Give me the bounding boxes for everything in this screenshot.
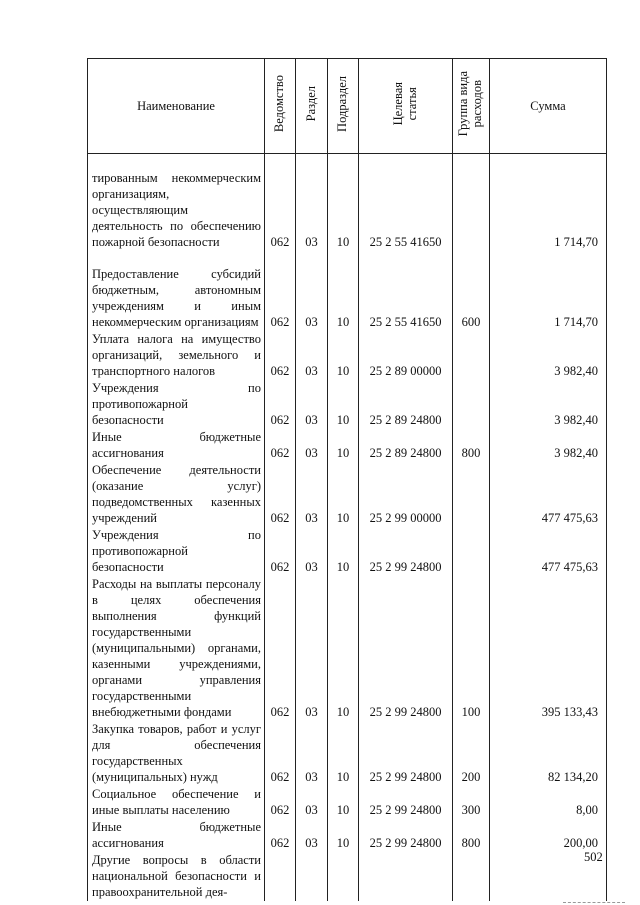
row-podrazdel: 10 <box>328 331 359 380</box>
row-podrazdel: 10 <box>328 786 359 819</box>
row-gruppa-vida <box>453 462 490 527</box>
row-vedomstvo: 062 <box>265 331 296 380</box>
row-celevaya-statya <box>359 852 453 901</box>
row-podrazdel: 10 <box>328 819 359 852</box>
row-celevaya-statya: 25 2 89 24800 <box>359 380 453 429</box>
row-podrazdel: 10 <box>328 429 359 462</box>
row-celevaya-statya: 25 2 99 24800 <box>359 786 453 819</box>
row-summa: 3 982,40 <box>490 331 607 380</box>
table-row <box>88 251 607 331</box>
row-name: тированным некоммерческим организациям, осуществляющим деятельность по обеспечению пожарной безопасности <box>88 154 265 251</box>
row-summa: 1 714,70 <box>490 251 607 331</box>
row-vedomstvo: 062 <box>265 576 296 721</box>
row-gruppa-vida <box>453 527 490 576</box>
row-summa: 1 714,70 <box>490 154 607 251</box>
row-name: Обеспечение деятельности (оказание услуг) подведомственных казенных учреждений <box>88 462 265 527</box>
row-celevaya-statya: 25 2 55 41650 <box>359 251 453 331</box>
row-podrazdel: 10 <box>328 380 359 429</box>
row-summa: 3 982,40 <box>490 429 607 462</box>
row-razdel: 03 <box>296 331 328 380</box>
row-summa: 3 982,40 <box>490 380 607 429</box>
row-gruppa-vida: 100 <box>453 576 490 721</box>
row-name: Другие вопросы в области национальной безопасности и правоохранительной дея- <box>88 852 265 901</box>
row-vedomstvo: 062 <box>265 251 296 331</box>
row-razdel: 03 <box>296 527 328 576</box>
row-gruppa-vida <box>453 852 490 901</box>
row-name: Предоставление субсидий бюджетным, автономным учреждениям и иным некоммерческим организациям <box>88 251 265 331</box>
row-razdel: 03 <box>296 429 328 462</box>
row-gruppa-vida <box>453 331 490 380</box>
row-vedomstvo: 062 <box>265 721 296 786</box>
table-row <box>88 380 607 429</box>
row-vedomstvo: 062 <box>265 429 296 462</box>
header-razdel: Раздел <box>296 59 328 154</box>
table-row <box>88 721 607 786</box>
row-name: Социальное обеспечение и иные выплаты населению <box>88 786 265 819</box>
row-vedomstvo <box>265 852 296 901</box>
header-gruppa-vida-rashodov: Группа вида расходов <box>453 59 490 154</box>
row-summa: 477 475,63 <box>490 462 607 527</box>
header-summa: Сумма <box>490 59 607 154</box>
table-header <box>88 59 607 154</box>
table-row <box>88 429 607 462</box>
row-razdel: 03 <box>296 786 328 819</box>
row-summa: 82 134,20 <box>490 721 607 786</box>
row-vedomstvo: 062 <box>265 462 296 527</box>
row-summa: 395 133,43 <box>490 576 607 721</box>
row-celevaya-statya: 25 2 99 24800 <box>359 721 453 786</box>
table-row <box>88 462 607 527</box>
row-vedomstvo: 062 <box>265 380 296 429</box>
row-razdel: 03 <box>296 721 328 786</box>
budget-table <box>87 58 607 901</box>
row-podrazdel: 10 <box>328 154 359 251</box>
header-vedomstvo: Ведомство <box>265 59 296 154</box>
row-celevaya-statya: 25 2 99 24800 <box>359 819 453 852</box>
scan-edge-mark <box>563 902 625 904</box>
row-name: Учреждения по противопожарной безопасности <box>88 527 265 576</box>
row-celevaya-statya: 25 2 99 24800 <box>359 576 453 721</box>
row-podrazdel: 10 <box>328 251 359 331</box>
row-vedomstvo: 062 <box>265 527 296 576</box>
row-celevaya-statya: 25 2 99 00000 <box>359 462 453 527</box>
table-row <box>88 852 607 901</box>
row-celevaya-statya: 25 2 55 41650 <box>359 154 453 251</box>
row-vedomstvo: 062 <box>265 819 296 852</box>
table-row <box>88 819 607 852</box>
row-podrazdel: 10 <box>328 527 359 576</box>
table-body <box>88 154 607 901</box>
row-razdel: 03 <box>296 819 328 852</box>
row-gruppa-vida: 800 <box>453 819 490 852</box>
row-name: Иные бюджетные ассигнования <box>88 429 265 462</box>
row-podrazdel <box>328 852 359 901</box>
row-gruppa-vida: 300 <box>453 786 490 819</box>
row-summa: 8,00 <box>490 786 607 819</box>
row-razdel: 03 <box>296 462 328 527</box>
table-row <box>88 527 607 576</box>
row-name: Учреждения по противопожарной безопасности <box>88 380 265 429</box>
row-summa: 200,00 <box>490 819 607 852</box>
row-podrazdel: 10 <box>328 462 359 527</box>
row-gruppa-vida <box>453 154 490 251</box>
row-gruppa-vida: 200 <box>453 721 490 786</box>
row-celevaya-statya: 25 2 99 24800 <box>359 527 453 576</box>
table-row <box>88 786 607 819</box>
row-razdel <box>296 852 328 901</box>
table-row <box>88 576 607 721</box>
row-razdel: 03 <box>296 380 328 429</box>
table-row <box>88 154 607 251</box>
row-razdel: 03 <box>296 576 328 721</box>
row-name: Уплата налога на имущество организаций, земельного и транспортного налогов <box>88 331 265 380</box>
row-vedomstvo: 062 <box>265 786 296 819</box>
row-gruppa-vida: 800 <box>453 429 490 462</box>
row-name: Расходы на выплаты персоналу в целях обеспечения выполнения функций государственными (муниципальными) органами, казенными учреждениями, органами управления государственными внебюджетными фондами <box>88 576 265 721</box>
row-podrazdel: 10 <box>328 576 359 721</box>
header-name: Наименование <box>88 59 265 154</box>
row-gruppa-vida <box>453 380 490 429</box>
row-podrazdel: 10 <box>328 721 359 786</box>
row-celevaya-statya: 25 2 89 24800 <box>359 429 453 462</box>
row-gruppa-vida: 600 <box>453 251 490 331</box>
table-row <box>88 331 607 380</box>
page-number: 502 <box>584 850 603 864</box>
row-name: Иные бюджетные ассигнования <box>88 819 265 852</box>
row-summa: 477 475,63 <box>490 527 607 576</box>
row-name: Закупка товаров, работ и услуг для обеспечения государственных (муниципальных) нужд <box>88 721 265 786</box>
header-podrazdel: Подраздел <box>328 59 359 154</box>
row-celevaya-statya: 25 2 89 00000 <box>359 331 453 380</box>
row-vedomstvo: 062 <box>265 154 296 251</box>
row-razdel: 03 <box>296 251 328 331</box>
row-razdel: 03 <box>296 154 328 251</box>
header-celevaya-statya: Целевая статья <box>359 59 453 154</box>
